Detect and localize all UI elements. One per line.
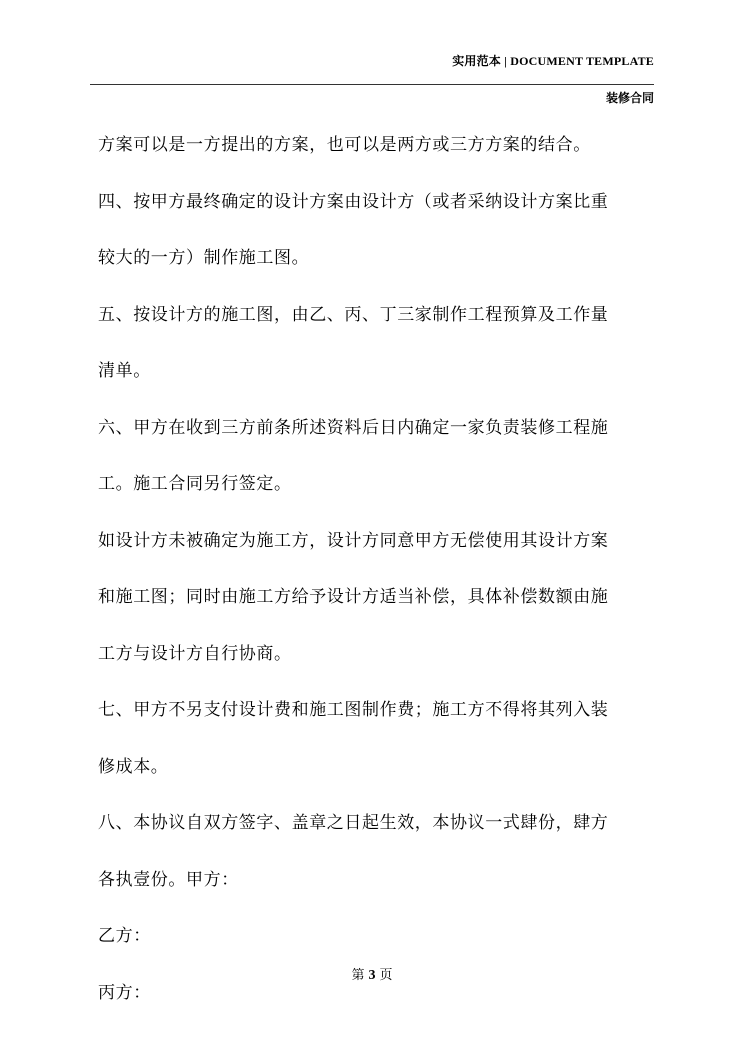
page-prefix: 第: [351, 968, 365, 983]
page-footer: [0, 964, 744, 984]
page-suffix: 页: [379, 968, 393, 983]
body-line: 丙方：: [98, 982, 151, 1003]
body-line: 七、甲方不另支付设计费和施工图制作费；施工方不得将其列入装: [98, 700, 609, 720]
body-line: 乙方：: [98, 926, 151, 946]
page-header: [90, 52, 654, 112]
body-line: 工。施工合同另行签定。: [98, 474, 292, 494]
body-line: 五、按设计方的施工图，由乙、丙、丁三家制作工程预算及工作量: [98, 304, 609, 325]
header-subtitle: 装修合同: [605, 91, 654, 105]
body-line: 清单。: [98, 361, 151, 381]
body-line: 如设计方未被确定为施工方，设计方同意甲方无偿使用其设计方案: [98, 530, 609, 551]
body-line: 较大的一方）制作施工图。: [98, 248, 310, 268]
body-line: 各执壹份。甲方：: [98, 869, 239, 890]
body-line: 八、本协议自双方签字、盖章之日起生效，本协议一式肆份，肆方: [98, 813, 609, 833]
body-line: 方案可以是一方提出的方案，也可以是两方或三方方案的结合。: [98, 135, 591, 155]
page-number: 3: [368, 968, 376, 983]
document-body: [98, 136, 664, 1040]
body-line: 和施工图；同时由施工方给予设计方适当补偿，具体补偿数额由施: [98, 587, 609, 607]
header-divider: [90, 84, 654, 85]
body-line: 修成本。: [98, 756, 169, 777]
header-title: 实用范本 | DOCUMENT TEMPLATE: [452, 54, 654, 68]
body-line: 六、甲方在收到三方前条所述资料后日内确定一家负责装修工程施: [98, 417, 609, 438]
body-line: 工方与设计方自行协商。: [98, 643, 292, 664]
body-line: 四、按甲方最终确定的设计方案由设计方（或者采纳设计方案比重: [98, 191, 609, 212]
